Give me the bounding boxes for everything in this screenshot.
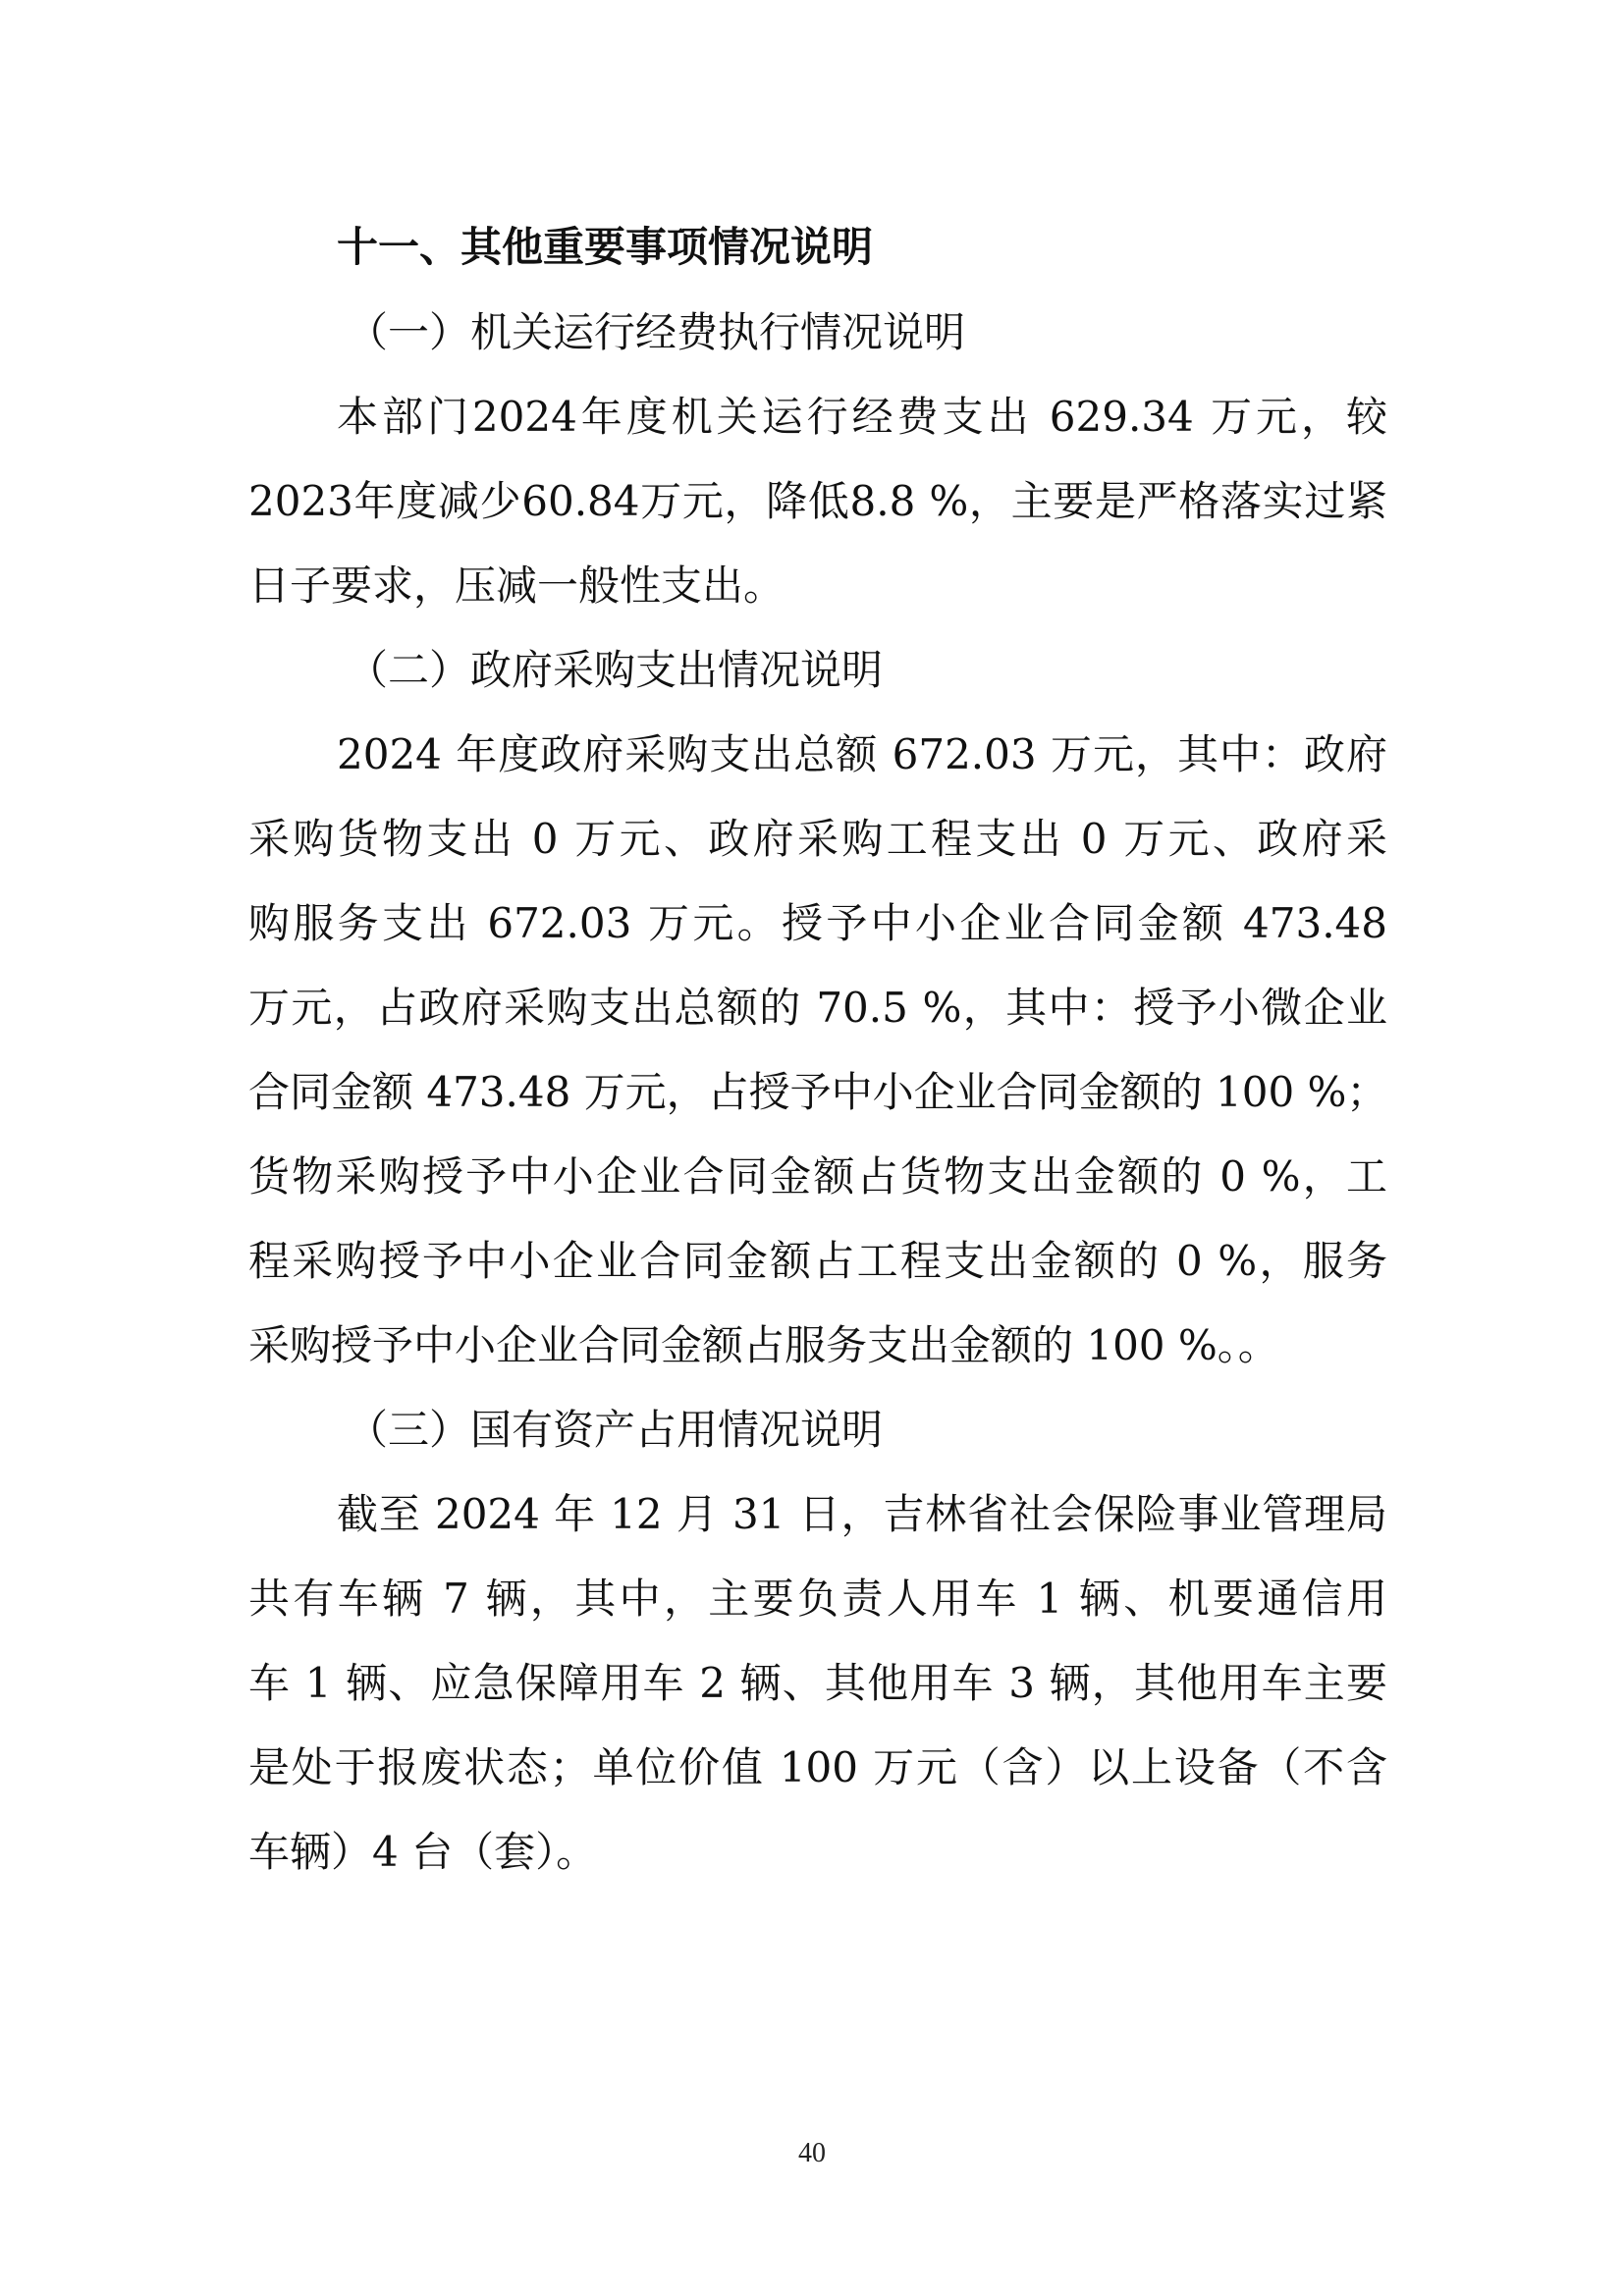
text-line: 日子要求，压减一般性支出。 (248, 561, 785, 610)
text-line: 万元，占政府采购支出总额的 70.5 %，其中：授予小微企业 (248, 984, 1387, 1032)
text-line: 程采购授予中小企业合同金额占工程支出金额的 0 %，服务 (248, 1237, 1387, 1285)
text-line: 2023年度减少60.84万元，降低8.8 %，主要是严格落实过紧 (248, 477, 1387, 525)
paragraph-office-expenses (248, 375, 1387, 628)
text-line: 本部门2024年度机关运行经费支出 629.34 万元，较 (337, 393, 1387, 441)
text-line: 车辆）4 台（套）。 (248, 1828, 598, 1876)
text-line: 购服务支出 672.03 万元。授予中小企业合同金额 473.48 (248, 899, 1387, 947)
text-line: 2024 年度政府采购支出总额 672.03 万元，其中：政府 (337, 730, 1387, 778)
paragraph-state-assets (248, 1472, 1387, 1895)
subsection-title-state-assets: （三）国有资产占用情况说明 (347, 1406, 884, 1454)
paragraph-procurement (248, 713, 1387, 1388)
subsection-title-office-expenses: （一）机关运行经费执行情况说明 (347, 308, 966, 356)
text-line: 货物采购授予中小企业合同金额占货物支出金额的 0 %，工 (248, 1152, 1387, 1201)
text-line: 共有车辆 7 辆，其中，主要负责人用车 1 辆、机要通信用 (248, 1575, 1387, 1623)
text-line: 采购授予中小企业合同金额占服务支出金额的 100 %。。 (248, 1321, 1279, 1369)
page-number: 40 (798, 2138, 826, 2168)
section-heading: 十一、其他重要事项情况说明 (337, 223, 874, 271)
text-line: 截至 2024 年 12 月 31 日，吉林省社会保险事业管理局 (337, 1490, 1387, 1538)
text-line: 车 1 辆、应急保障用车 2 辆、其他用车 3 辆，其他用车主要 (248, 1659, 1387, 1707)
text-line: 合同金额 473.48 万元，占授予中小企业合同金额的 100 %； (248, 1068, 1388, 1116)
text-line: 是处于报废状态；单位价值 100 万元（含）以上设备（不含 (248, 1743, 1387, 1791)
text-line: 采购货物支出 0 万元、政府采购工程支出 0 万元、政府采 (248, 815, 1387, 863)
document-body (248, 204, 1387, 1895)
subsection-title-procurement: （二）政府采购支出情况说明 (347, 646, 884, 694)
